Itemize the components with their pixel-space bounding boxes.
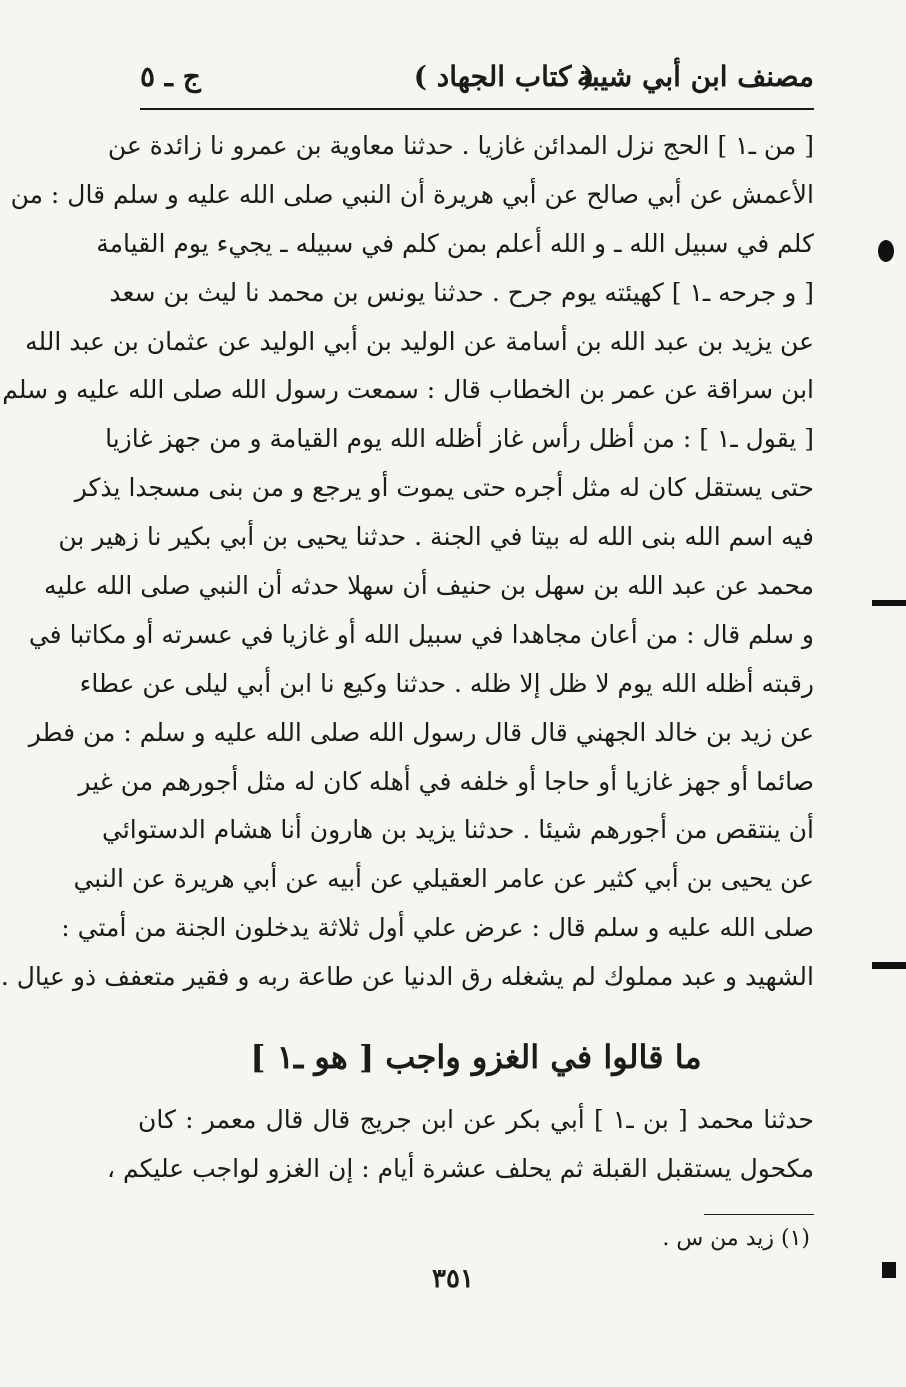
- page-header: [140, 58, 814, 102]
- book-title: مصنف ابن أبي شيبة: [576, 60, 814, 93]
- text-line: [ و جرحه ـ١ ] كهيئته يوم جرح . حدثنا يونس بن محمد نا ليث بن سعد: [109, 277, 814, 307]
- text-line: الأعمش عن أبي صالح عن أبي هريرة أن النبي صلى الله عليه و سلم قال : من: [10, 179, 814, 209]
- text-line: [ من ـ١ ] الحج نزل المدائن غازيا . حدثنا معاوية بن عمرو نا زائدة عن: [107, 131, 814, 160]
- margin-mark: [878, 240, 894, 262]
- page-number: ٣٥١: [432, 1264, 474, 1294]
- text-line: صلى الله عليه و سلم قال : عرض علي أول ثلاثة يدخلون الجنة من أمتي :: [61, 913, 814, 943]
- text-line: ابن سراقة عن عمر بن الخطاب قال : سمعت رسول الله صلى الله عليه و سلم: [2, 375, 814, 405]
- text-line: فيه اسم الله بنى الله له بيتا في الجنة . حدثنا يحيى بن أبي بكير نا زهير بن: [58, 522, 814, 552]
- text-line: رقبته أظله الله يوم لا ظل إلا ظله . حدثنا وكيع نا ابن أبي ليلى عن عطاء: [79, 668, 814, 698]
- text-line: [ يقول ـ١ ] : من أظل رأس غاز أظله الله يوم القيامة و من جهز غازيا: [105, 424, 814, 454]
- main-text: [0, 122, 814, 1002]
- text-line: حدثنا محمد [ بن ـ١ ] أبي بكر عن ابن جريج قال قال معمر : كان: [138, 1105, 814, 1134]
- margin-mark: [872, 962, 906, 969]
- text-line: أن ينتقص من أجورهم شيئا . حدثنا يزيد بن هارون أنا هشام الدستوائي: [102, 815, 814, 845]
- text-line: الشهيد و عبد مملوك لم يشغله رق الدنيا عن طاعة ربه و فقير متعفف ذو عيال .: [0, 962, 814, 992]
- text-line: عن يزيد بن عبد الله بن أسامة عن الوليد بن أبي الوليد عن عثمان بن عبد الله: [25, 326, 814, 356]
- margin-mark: [872, 600, 906, 606]
- text-line: عن زيد بن خالد الجهني قال قال رسول الله صلى الله عليه و سلم : من فطر: [28, 717, 814, 747]
- margin-mark: [882, 1262, 896, 1278]
- main-text-continued: [106, 1096, 814, 1194]
- text-line: و سلم قال : من أعان مجاهدا في سبيل الله أو غازيا في عسرته أو مكاتبا في: [28, 619, 814, 649]
- text-line: مكحول يستقبل القبلة ثم يحلف عشرة أيام : إن الغزو لواجب عليكم ،: [106, 1153, 814, 1183]
- text-line: عن يحيى بن أبي كثير عن عامر العقيلي عن أبيه عن أبي هريرة عن النبي: [73, 864, 814, 894]
- volume-number: ج ـ ٥: [140, 60, 201, 93]
- text-line: حتى يستقل كان له مثل أجره حتى يموت أو يرجع و من بنى مسجدا يذكر: [74, 473, 814, 503]
- section-title: ( كتاب الجهاد ): [413, 60, 595, 93]
- footnote: (١) زيد من س .: [662, 1226, 810, 1251]
- header-rule: [140, 108, 814, 110]
- footnote-rule: [704, 1214, 814, 1215]
- text-line: صائما أو جهز غازيا أو حاجا أو خلفه في أهله كان له مثل أجورهم من غير: [78, 766, 814, 796]
- text-line: محمد عن عبد الله بن سهل بن حنيف أن سهلا حدثه أن النبي صلى الله عليه: [43, 571, 814, 601]
- section-heading: ما قالوا في الغزو واجب [ هو ـ١ ]: [250, 1038, 702, 1076]
- text-line: كلم في سبيل الله ـ و الله أعلم بمن كلم في سبيله ـ يجيء يوم القيامة: [96, 228, 814, 258]
